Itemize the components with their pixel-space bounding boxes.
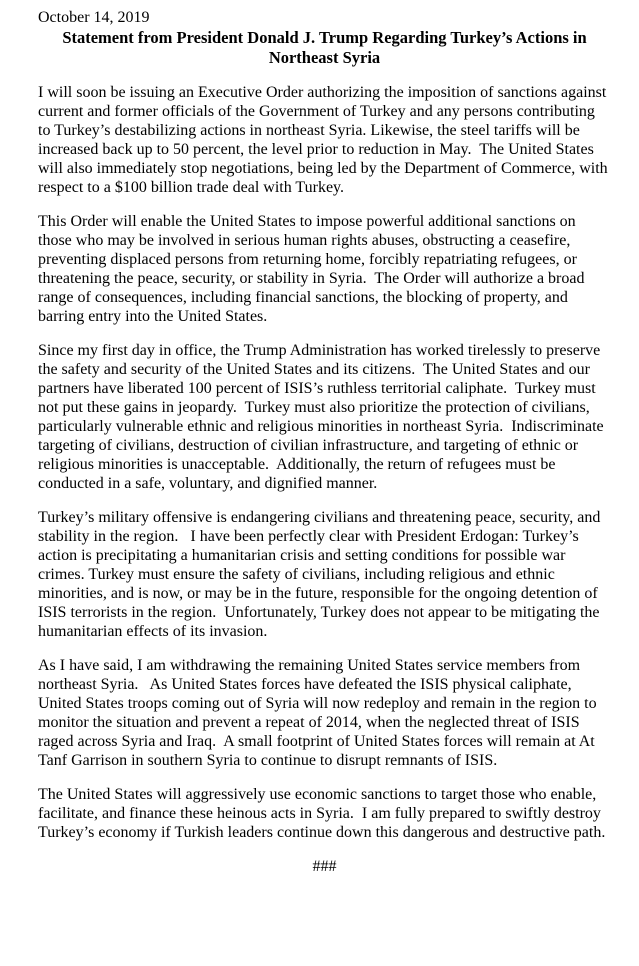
paragraph-administration-record: Since my first day in office, the Trump Administration has worked tirelessly to preserve the safety and security of the United States and its citizens. The United States and our partners have liberated 100 percent of ISIS’s ruthless territorial caliphate. Turkey must not put these gains in jeopardy. Turkey must also prioritize the protection of civilians, particularly vulnerable ethnic and religious minorities in northeast Syria. Indiscriminate targeting of civilians, destruction of civilian infrastructure, and targeting of ethnic or religious minorities is unacceptable. Additionally, the return of refugees must be conducted in a safe, voluntary, and dignified manner. [38, 342, 608, 492]
document-title [38, 28, 611, 68]
paragraph-sanctions-executive-order: I will soon be issuing an Executive Order authorizing the imposition of sanctions against current and former officials of the Government of Turkey and any persons contributing to Turkey’s destabilizing actions in northeast Syria. Likewise, the steel tariffs will be increased back up to 50 percent, the level prior to reduction in May. The United States will also immediately stop negotiations, being led by the Department of Commerce, with respect to a $100 billion trade deal with Turkey. [38, 84, 612, 196]
document-title-line-2: Northeast Syria [268, 48, 381, 67]
date-line: October 14, 2019 [38, 9, 150, 26]
document-title-line-1: Statement from President Donald J. Trump Regarding Turkey’s Actions in [62, 28, 587, 47]
paragraph-troop-withdrawal: As I have said, I am withdrawing the remaining United States service members from northeast Syria. As United States forces have defeated the ISIS physical caliphate, United States troops coming out of Syria will now redeploy and remain in the region to monitor the situation and prevent a repeat of 2014, when the neglected threat of ISIS raged across Syria and Iraq. A small footprint of United States forces will remain at At Tanf Garrison in southern Syria to continue to disrupt remnants of ISIS. [38, 657, 601, 769]
end-marker: ### [312, 858, 337, 875]
paragraph-economic-sanctions: The United States will aggressively use economic sanctions to target those who enable, facilitate, and finance these heinous acts in Syria. I am fully prepared to swiftly destroy Turkey’s economy if Turkish leaders continue down this dangerous and destructive path. [38, 786, 606, 841]
paragraph-military-offensive: Turkey’s military offensive is endangering civilians and threatening peace, security, and stability in the region. I have been perfectly clear with President Erdogan: Turkey’s action is precipitating a humanitarian crisis and setting conditions for possible war crimes. Turkey must ensure the safety of civilians, including religious and ethnic minorities, and is now, or may be in the future, responsible for the ongoing detention of ISIS terrorists in the region. Unfortunately, Turkey does not appear to be mitigating the humanitarian effects of its invasion. [38, 509, 605, 640]
paragraph-order-consequences: This Order will enable the United States to impose powerful additional sanctions on those who may be involved in serious human rights abuses, obstructing a ceasefire, preventing displaced persons from returning home, forcibly repatriating refugees, or threatening the peace, security, or stability in Syria. The Order will authorize a broad range of consequences, including financial sanctions, the blocking of property, and barring entry into the United States. [38, 213, 589, 325]
